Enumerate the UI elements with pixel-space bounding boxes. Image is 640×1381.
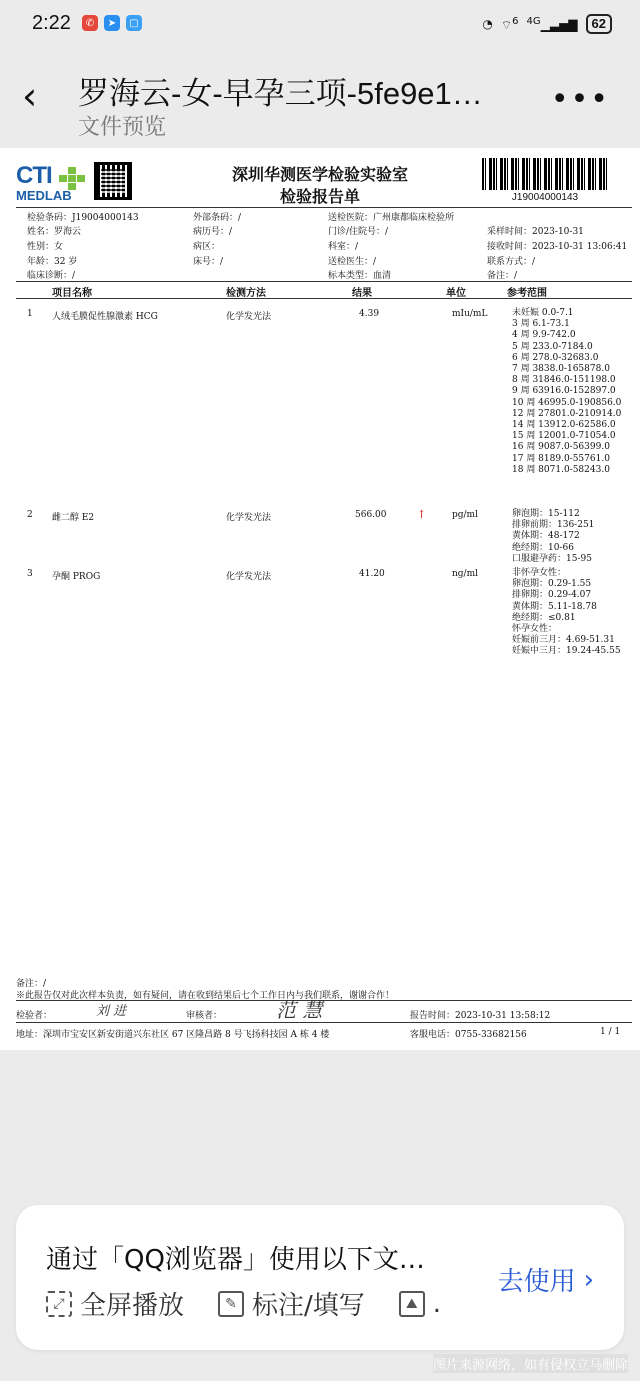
reference-line: 妊娠前三月：4.69-51.31 [512, 635, 615, 646]
info-diagnosis: 临床诊断：/ [27, 271, 76, 281]
reference-range [512, 509, 622, 565]
test-unit: ng/ml [452, 569, 479, 579]
reference-line: 16 周 9087.0-56399.0 [512, 442, 610, 453]
info-specimen: 标本类型：血清 [328, 271, 392, 281]
reference-line: 妊娠中三月：19.24-45.55 [512, 646, 621, 657]
row-number: 1 [27, 309, 33, 319]
test-name: 人绒毛膜促性腺激素 HCG [52, 312, 158, 322]
info-sample-time: 采样时间：2023-10-31 [487, 227, 584, 237]
back-arrow-icon[interactable]: ‹ [22, 74, 38, 118]
reference-line: 7 周 3838.0-165878.0 [512, 364, 610, 375]
page-title: 罗海云-女-早孕三项-5fe9e1… [78, 76, 483, 111]
divider [16, 281, 632, 282]
high-flag-arrow-icon: ↑ [417, 508, 427, 521]
divider [16, 1022, 632, 1023]
reviewer-signature: 范 慧 [276, 998, 323, 1022]
info-age: 年龄：32 岁 [27, 257, 78, 267]
annotate-option[interactable]: ✎ 标注/填写 [218, 1285, 365, 1322]
address: 地址：深圳市宝安区新安街道兴东社区 67 区隆昌路 8 号飞扬科技园 A 栋 4 楼 [16, 1030, 330, 1040]
reference-line: 排卵前期：136-251 [512, 520, 595, 531]
chevron-right-icon: › [583, 1264, 594, 1295]
info-ward: 病区： [193, 242, 221, 252]
col-header-ref: 参考范围 [507, 288, 547, 299]
info-receive-time: 接收时间：2023-10-31 13:06:41 [487, 242, 628, 252]
test-unit: pg/ml [452, 510, 478, 520]
edit-icon: ✎ [218, 1291, 244, 1317]
inspector-signature: 刘 进 [96, 1004, 127, 1019]
col-header-unit: 单位 [446, 288, 466, 299]
test-result: 4.39 [359, 309, 380, 319]
reference-line: 4 周 9.9-742.0 [512, 330, 576, 341]
fullscreen-option[interactable]: ⤢ 全屏播放 [46, 1285, 184, 1322]
info-remark: 备注：/ [487, 271, 518, 281]
barcode-number: J19004000143 [511, 192, 579, 203]
reference-line: 非怀孕女性： [512, 568, 567, 578]
lab-name: 深圳华测医学检验实验室 [231, 165, 408, 184]
col-header-method: 检测方法 [226, 288, 266, 299]
test-result: 566.00 [355, 510, 387, 520]
test-name: 雌二醇 E2 [52, 513, 95, 523]
missed-call-icon: ✆ [82, 15, 98, 31]
info-name: 姓名：罗海云 [27, 227, 82, 237]
col-header-name: 项目名称 [52, 288, 92, 299]
test-name: 孕酮 PROG [52, 572, 101, 582]
reference-line: 6 周 278.0-32683.0 [512, 352, 599, 363]
remark: 备注：/ [16, 979, 47, 989]
reference-range [512, 568, 622, 658]
status-indicators [482, 14, 612, 34]
info-doctor: 送检医生：/ [328, 257, 377, 267]
info-bed: 床号：/ [193, 257, 224, 267]
use-now-button[interactable]: 去使用 › [497, 1264, 594, 1297]
wifi-icon: ⌔$^6$ [500, 15, 519, 32]
message-icon: ▢ [126, 15, 142, 31]
reference-line: 绝经期：≤0.81 [512, 612, 576, 623]
banner-options [46, 1285, 441, 1322]
reference-line: 口服避孕药：15-95 [512, 553, 592, 564]
reference-line: 黄体期：48-172 [512, 531, 580, 542]
reference-line: 17 周 8189.0-55761.0 [512, 453, 610, 464]
divider [16, 298, 632, 299]
reference-line: 8 周 31846.0-151198.0 [512, 375, 616, 386]
more-dots-icon[interactable]: ••• [550, 82, 610, 117]
report-time: 报告时间：2023-10-31 13:58:12 [410, 1011, 551, 1021]
lab-logo: CTI MEDLAB [16, 162, 85, 203]
info-external-barcode: 外部条码：/ [193, 213, 242, 223]
info-record-no: 病历号：/ [193, 227, 233, 237]
info-outpatient-no: 门诊/住院号：/ [328, 227, 389, 237]
reference-line: 绝经期：10-66 [512, 542, 574, 553]
row-number: 3 [27, 569, 33, 579]
clock: 2:22 [32, 12, 71, 34]
open-with-banner [16, 1205, 624, 1350]
report-title: 检验报告单 [279, 187, 360, 206]
battery-icon: 62 [586, 14, 612, 34]
reviewer-label: 审核者： [186, 1011, 223, 1021]
info-hospital: 送检医院：广州康都临床检验所 [328, 213, 455, 223]
image-icon: ⛰ [399, 1291, 425, 1317]
reference-line: 5 周 233.0-7184.0 [512, 341, 593, 352]
reference-line: 15 周 12001.0-71054.0 [512, 431, 616, 442]
row-number: 2 [27, 510, 33, 520]
app-header [0, 50, 640, 148]
speed-icon: ◔ [482, 17, 493, 31]
reference-line: 18 周 8071.0-58243.0 [512, 464, 610, 475]
document-preview[interactable] [0, 148, 640, 1050]
reference-line: 卵泡期：15-112 [512, 509, 580, 519]
col-header-result: 结果 [352, 288, 372, 299]
info-contact: 联系方式：/ [487, 257, 536, 267]
reference-line: 3 周 6.1-73.1 [512, 319, 570, 330]
inspector-label: 检验者： [16, 1011, 53, 1021]
reference-line: 9 周 63916.0-152897.0 [512, 386, 616, 397]
reference-line: 10 周 46995.0-190856.0 [512, 397, 622, 408]
info-department: 科室：/ [328, 242, 359, 252]
image-caption: 图片来源网络，如有侵权立马删除 [433, 1354, 628, 1373]
reference-line: 12 周 27801.0-210914.0 [512, 408, 622, 419]
test-method: 化学发光法 [226, 312, 272, 322]
notification-icons [82, 15, 142, 31]
disclaimer: ※此报告仅对此次样本负责，如有疑问，请在收到结果后七个工作日内与我们联系，谢谢合作！ [16, 991, 395, 1001]
signal-icon: $^{4G}$▁▃▅▇ [526, 16, 578, 32]
status-bar [0, 0, 640, 50]
app-notification-icon: ➤ [104, 15, 120, 31]
reference-line: 未妊娠 0.0-7.1 [512, 308, 574, 318]
image-option[interactable]: ⛰ . [399, 1285, 441, 1322]
fullscreen-icon: ⤢ [46, 1291, 72, 1317]
reference-line: 14 周 13912.0-62586.0 [512, 420, 616, 431]
reference-line: 排卵期：0.29-4.07 [512, 590, 592, 601]
test-method: 化学发光法 [226, 513, 272, 523]
page-number: 1 / 1 [600, 1027, 621, 1037]
test-result: 41.20 [359, 569, 385, 579]
info-sex: 性别：女 [27, 242, 64, 252]
banner-text: 通过「QQ浏览器」使用以下文… [46, 1245, 425, 1275]
info-barcode: 检验条码：J19004000143 [27, 213, 139, 223]
test-method: 化学发光法 [226, 572, 272, 582]
reference-line: 黄体期：5.11-18.78 [512, 601, 597, 612]
reference-range [512, 308, 622, 476]
service-phone: 客服电话：0755-33682156 [410, 1030, 527, 1040]
barcode-icon [482, 158, 608, 190]
page-subtitle: 文件预览 [78, 115, 167, 140]
divider [16, 207, 632, 208]
reference-line: 卵泡期：0.29-1.55 [512, 579, 592, 590]
test-unit: mIu/mL [452, 309, 488, 319]
reference-line: 怀孕女性： [512, 624, 558, 635]
